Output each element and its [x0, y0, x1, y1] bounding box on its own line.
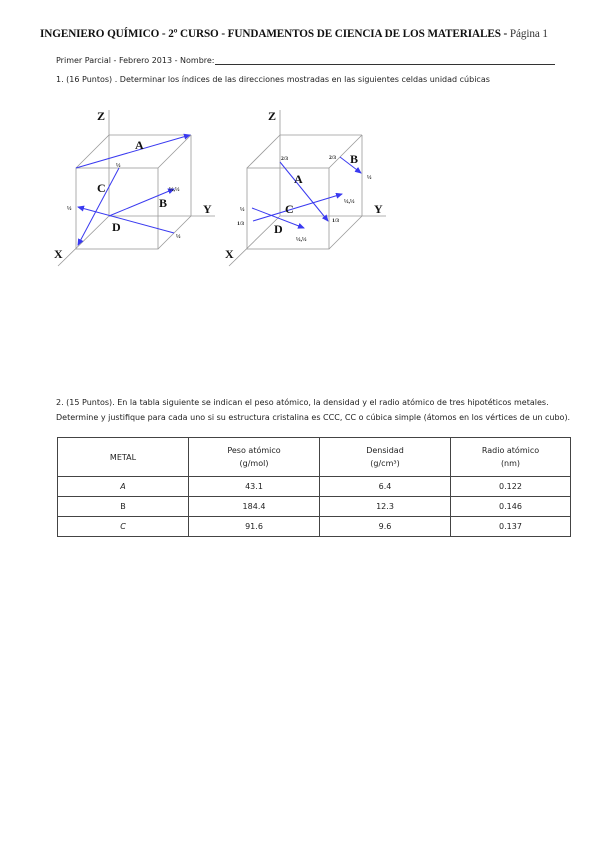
cube-right-labels	[225, 109, 383, 261]
svg-text:½,½: ½,½	[169, 187, 180, 193]
header-radio-atomico: Radio atómico (nm)	[451, 438, 571, 477]
svg-text:X: X	[225, 247, 234, 261]
svg-text:2/3: 2/3	[329, 155, 337, 161]
svg-text:½: ½	[367, 175, 372, 181]
svg-text:Z: Z	[268, 109, 277, 123]
svg-text:½: ½	[176, 234, 181, 240]
question-2-line-1: 2. (15 Puntos). En la tabla siguiente se indican el peso atómico, la densidad y el radio atómico de tres hipotéticos metales.	[56, 398, 549, 407]
svg-text:½,½: ½,½	[344, 199, 355, 205]
svg-text:B: B	[350, 152, 359, 166]
page-number: Página 1	[509, 28, 548, 40]
svg-text:Y: Y	[374, 202, 383, 216]
svg-text:½: ½	[67, 206, 72, 212]
vector-c-label: C	[97, 181, 106, 195]
subtitle-text: Primer Parcial - Febrero 2013 - Nombre:	[56, 56, 215, 65]
svg-text:C: C	[285, 202, 294, 216]
svg-text:1/3: 1/3	[332, 218, 340, 224]
svg-text:½: ½	[116, 163, 121, 169]
vector-d-label: D	[112, 220, 121, 234]
header-peso-atomico: Peso atómico (g/mol)	[189, 438, 320, 477]
y-axis-label: Y	[203, 202, 212, 216]
header-title: INGENIERO QUÍMICO - 2º CURSO - FUNDAMENTOS DE CIENCIA DE LOS MATERIALES -	[40, 28, 510, 40]
cube-right	[229, 110, 386, 266]
table-row: B 184.4 12.3 0.146	[58, 497, 571, 517]
question-2-text	[56, 395, 576, 425]
header-densidad: Densidad (g/cm³)	[320, 438, 451, 477]
z-axis-label: Z	[97, 109, 106, 123]
vector-a-label: A	[135, 138, 144, 152]
svg-text:½,½: ½,½	[296, 237, 307, 243]
svg-text:½: ½	[240, 207, 245, 213]
vector-b-label: B	[159, 196, 168, 210]
svg-text:2/3: 2/3	[281, 156, 289, 162]
cube-left-labels	[54, 109, 212, 261]
table-row: C 91.6 9.6 0.137	[58, 517, 571, 537]
header-metal: METAL	[58, 438, 189, 477]
svg-text:1/3: 1/3	[237, 221, 245, 227]
svg-text:A: A	[294, 172, 303, 186]
metals-table	[57, 437, 571, 537]
table-header-row	[58, 438, 571, 477]
svg-text:D: D	[274, 222, 283, 236]
x-axis-label: X	[54, 247, 63, 261]
cube-diagrams	[0, 0, 600, 300]
question-1-text: 1. (16 Puntos) . Determinar los índices de las direcciones mostradas en las siguientes celdas unidad cúbicas	[56, 75, 490, 84]
question-2-line-2: Determine y justifique para cada uno si su estructura cristalina es CCC, CC o cúbica simple (átomos en los vértices de un cubo).	[56, 413, 571, 422]
table-row: A 43.1 6.4 0.122	[58, 477, 571, 497]
cube-left	[58, 110, 215, 266]
